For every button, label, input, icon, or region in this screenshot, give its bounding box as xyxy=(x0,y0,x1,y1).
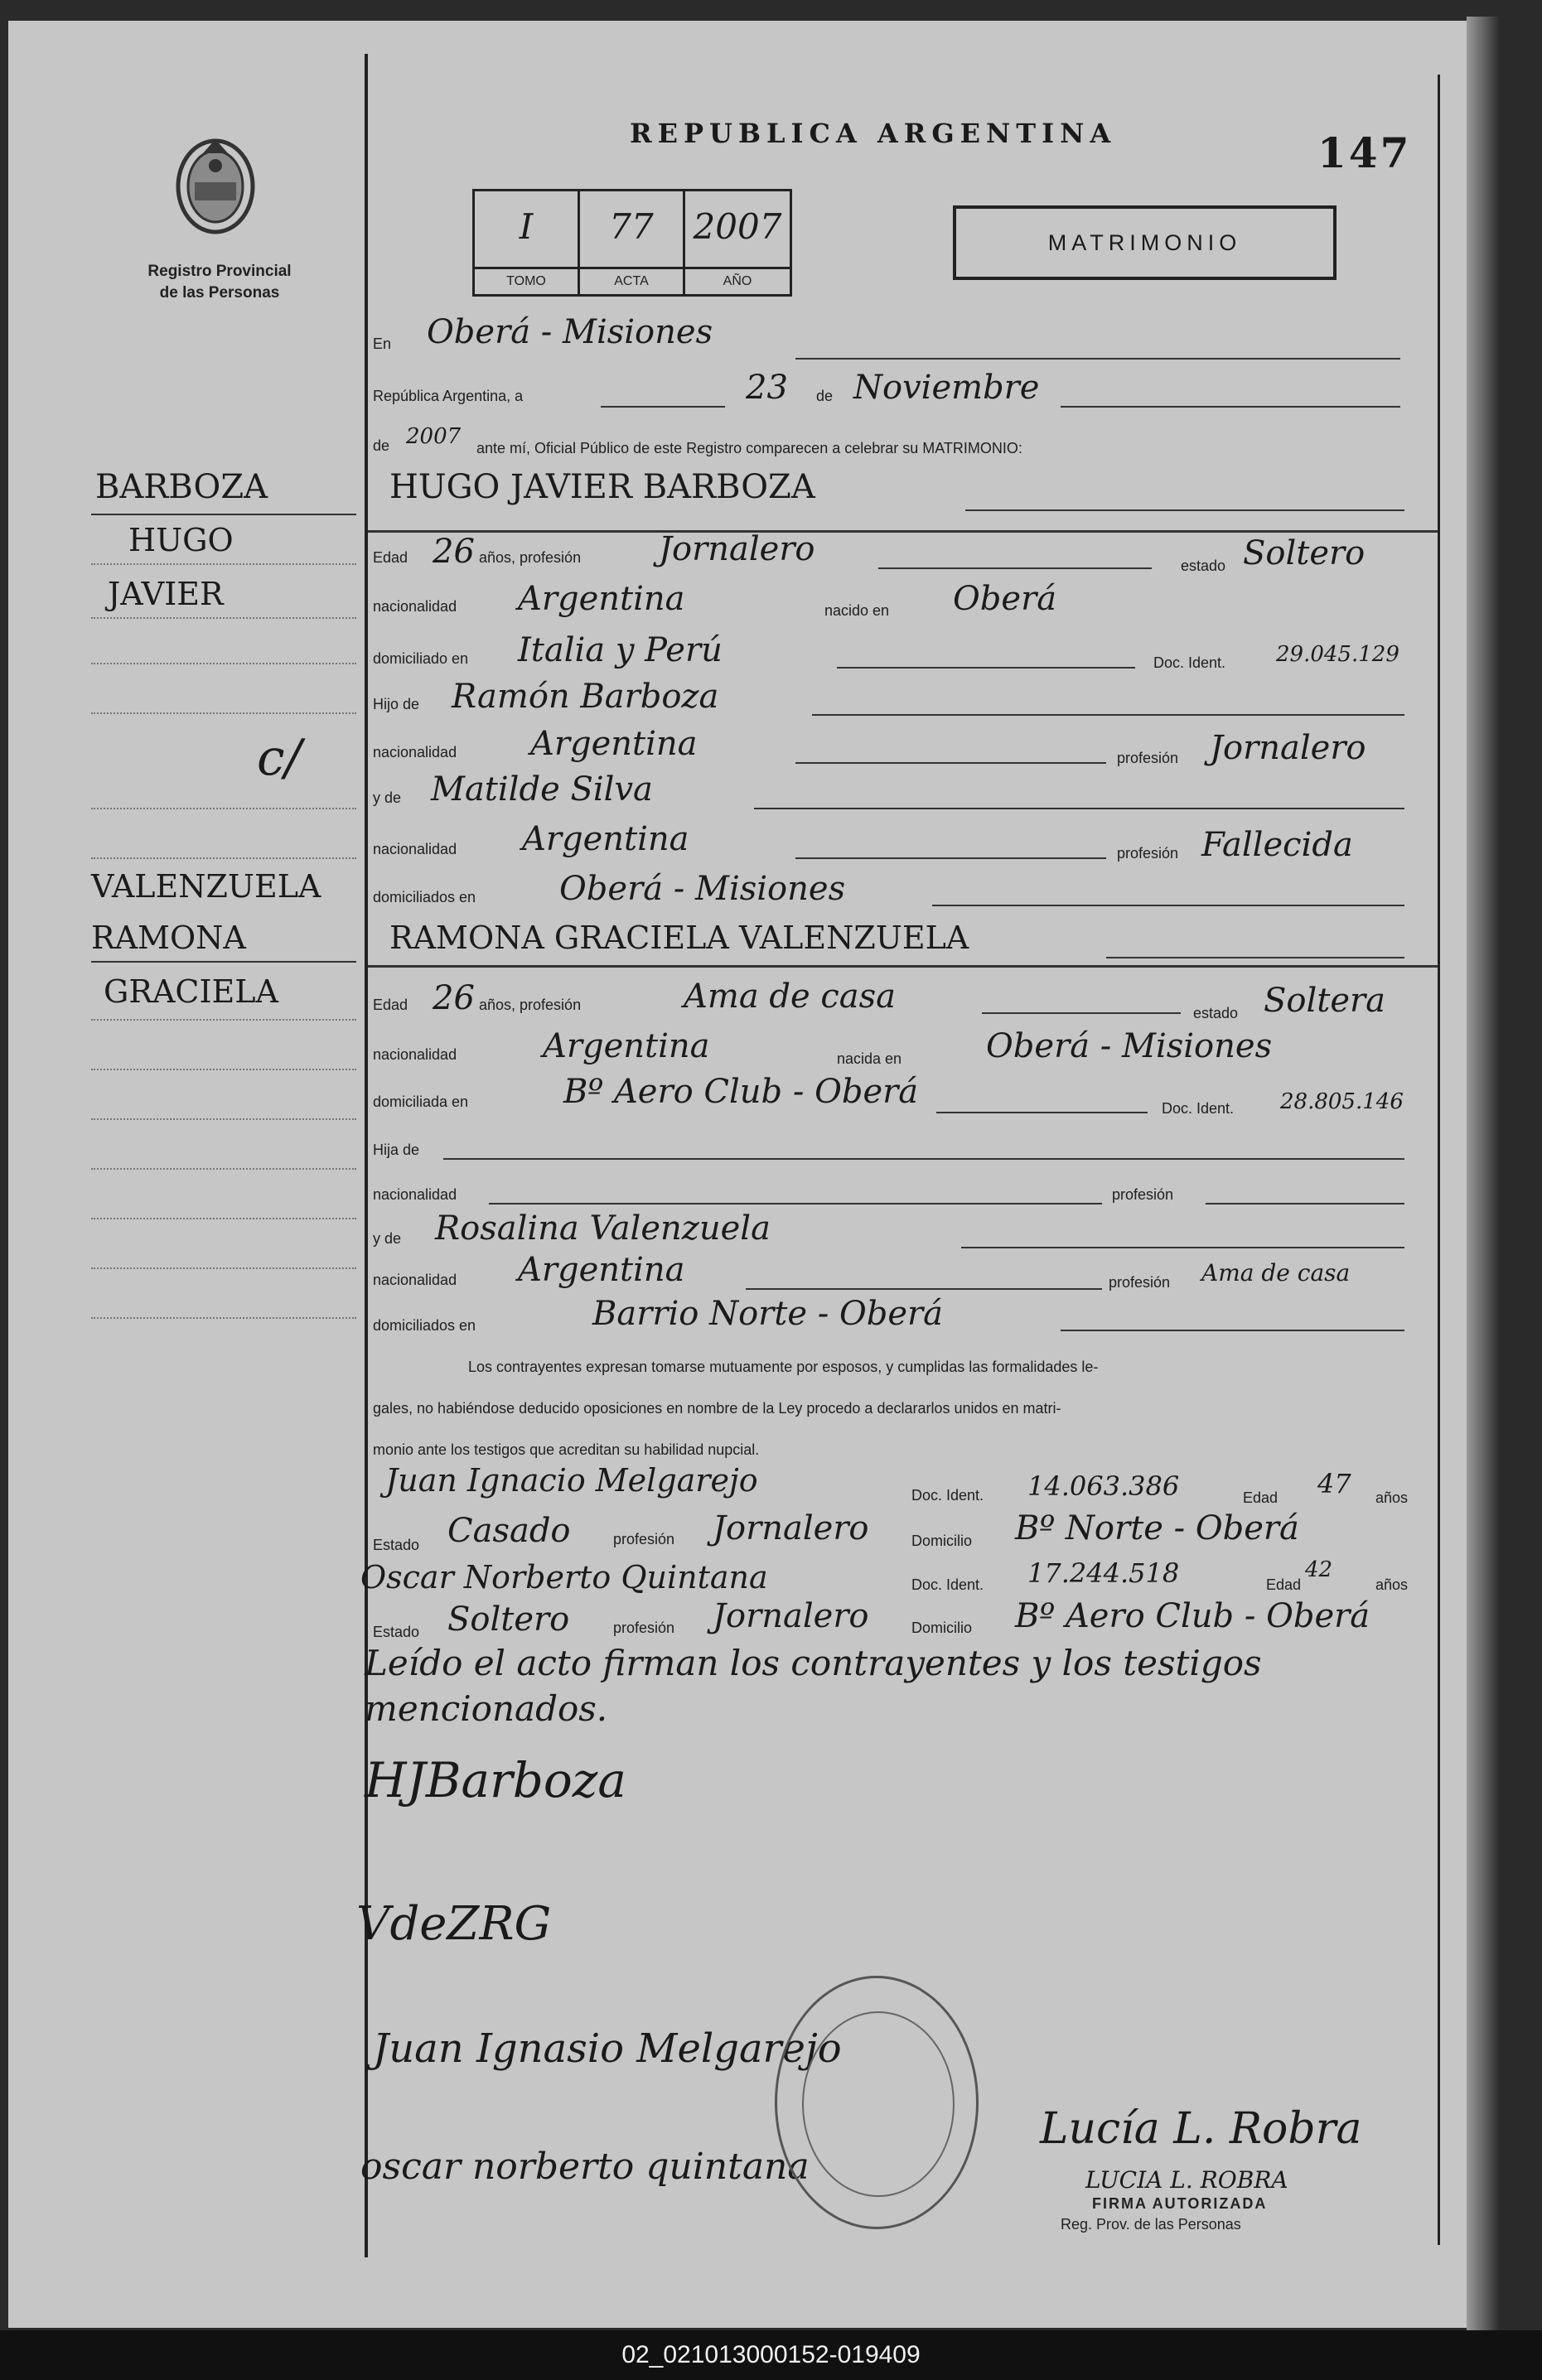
margin-dots-2 xyxy=(91,617,356,619)
margin-dots-1 xyxy=(91,563,356,565)
groom-mother: Matilde Silva xyxy=(431,770,653,809)
witness1-status: Casado xyxy=(447,1512,571,1550)
witness2-doc: 17.244.518 xyxy=(1027,1557,1180,1589)
coat-of-arms-icon xyxy=(170,124,261,240)
bride-profesion-label: años, profesión xyxy=(479,997,582,1013)
groom-status: Soltero xyxy=(1243,534,1366,572)
bride-name: RAMONA GRACIELA VALENZUELA xyxy=(389,920,969,956)
groom-estado-label: estado xyxy=(1181,558,1226,574)
bride-nac-label: nacionalidad xyxy=(373,1046,457,1063)
groom-mother-profession: Fallecida xyxy=(1201,826,1353,864)
groom-separator xyxy=(368,530,1438,533)
bride-nacida-label: nacida en xyxy=(837,1050,902,1067)
groom-mother-line xyxy=(754,808,1404,809)
margin-bride-first: RAMONA xyxy=(91,920,246,956)
groom-nac-label: nacionalidad xyxy=(373,598,457,615)
margin-dots-7 xyxy=(91,1019,356,1021)
bride-prof-line xyxy=(982,1012,1181,1014)
groom-birthplace: Oberá xyxy=(953,580,1057,618)
officer-office: Reg. Prov. de las Personas xyxy=(1061,2216,1241,2233)
republica-label: República Argentina, a xyxy=(373,388,524,404)
margin-line-1 xyxy=(91,514,356,515)
image-id-footer: 02_021013000152-019409 xyxy=(0,2330,1542,2380)
bride-mother-profession: Ama de casa xyxy=(1201,1259,1351,1287)
groom-father-nationality: Argentina xyxy=(530,725,698,763)
groom-mother-nac-line xyxy=(795,857,1106,859)
groom-nationality: Argentina xyxy=(518,580,685,618)
ano-value: 2007 xyxy=(693,206,782,247)
bride-doc: 28.805.146 xyxy=(1280,1089,1404,1114)
margin-dots-5 xyxy=(91,808,356,809)
groom-profession: Jornalero xyxy=(659,530,815,568)
bride-father-prof-label: profesión xyxy=(1112,1186,1174,1203)
ano-cell xyxy=(685,191,790,294)
bride-parents-address: Barrio Norte - Oberá xyxy=(592,1295,944,1333)
day-line xyxy=(601,406,725,408)
groom-hijo-label: Hijo de xyxy=(373,696,420,712)
bride-mother-line xyxy=(961,1247,1404,1248)
margin-groom-surname: BARBOZA xyxy=(95,468,268,506)
acta-cell xyxy=(580,191,685,294)
margin-dots-4 xyxy=(91,712,356,714)
day-value: 23 xyxy=(746,369,788,407)
bride-birthplace: Oberá - Misiones xyxy=(986,1027,1273,1065)
witness2-anos-label: años xyxy=(1375,1576,1409,1593)
witness1-name: Juan Ignacio Melgarejo xyxy=(385,1462,758,1499)
groom-edad-label: Edad xyxy=(373,549,408,566)
witness1-age: 47 xyxy=(1317,1468,1351,1499)
tomo-cell xyxy=(475,191,580,294)
groom-dom-line xyxy=(837,667,1135,669)
groom-address: Italia y Perú xyxy=(518,631,723,669)
country-title: REPUBLICA ARGENTINA xyxy=(630,118,1117,149)
officer-name: LUCIA L. ROBRA xyxy=(1085,2166,1288,2194)
witness1-signature: Juan Ignasio Melgarejo xyxy=(373,2025,842,2072)
office-line-2: de las Personas xyxy=(159,284,280,302)
bride-profession: Ama de casa xyxy=(684,978,896,1016)
certificate-page xyxy=(8,21,1467,2328)
bride-dom-line xyxy=(936,1112,1148,1113)
margin-dots-3 xyxy=(91,663,356,664)
margin-dots-12 xyxy=(91,1267,356,1269)
witness1-address: Bº Norte - Oberá xyxy=(1015,1509,1299,1547)
margin-groom-first: HUGO xyxy=(128,522,234,558)
groom-father-nac-label: nacionalidad xyxy=(373,744,457,760)
bride-mother-nationality: Argentina xyxy=(518,1251,685,1289)
witness2-estado-label: Estado xyxy=(373,1624,420,1640)
de-label: de xyxy=(816,388,834,404)
declaration-line-2: gales, no habiéndose deducido oposiciones en nombre de la Ley procedo a declararlos unidos en matri- xyxy=(373,1400,1061,1417)
groom-parents-line xyxy=(932,905,1404,906)
bride-father-nac-label: nacionalidad xyxy=(373,1186,457,1203)
registry-box xyxy=(472,189,792,297)
witness1-doc-label: Doc. Ident. xyxy=(911,1487,984,1504)
year-value: 2007 xyxy=(406,424,462,449)
groom-profesion-label: años, profesión xyxy=(479,549,582,566)
groom-father-nac-line xyxy=(795,762,1106,764)
witness1-prof-label: profesión xyxy=(613,1531,675,1547)
witness1-edad-label: Edad xyxy=(1243,1489,1279,1506)
office-line-1: Registro Provincial xyxy=(147,263,292,280)
en-label: En xyxy=(373,336,392,352)
appearance-text: ante mí, Oficial Público de este Registro comparecen a celebrar su MATRIMONIO: xyxy=(476,440,1022,456)
witness2-status: Soltero xyxy=(447,1600,570,1639)
witness1-dom-label: Domicilio xyxy=(911,1533,973,1549)
margin-line-2 xyxy=(91,961,356,963)
bride-doc-label: Doc. Ident. xyxy=(1162,1100,1235,1117)
bride-signature: VdeZRG xyxy=(356,1897,552,1951)
bride-father-line xyxy=(443,1158,1404,1160)
groom-mother-nationality: Argentina xyxy=(522,820,689,858)
seal-inner-ring xyxy=(802,2011,955,2197)
bride-mother-nac-label: nacionalidad xyxy=(373,1272,457,1288)
margin-dots-8 xyxy=(91,1069,356,1070)
closing-statement xyxy=(365,1640,1417,1731)
margin-dots-11 xyxy=(91,1218,356,1219)
groom-father-profession: Jornalero xyxy=(1210,729,1366,767)
witness2-age: 42 xyxy=(1305,1557,1333,1582)
witness2-address: Bº Aero Club - Oberá xyxy=(1015,1597,1370,1635)
groom-mother-nac-label: nacionalidad xyxy=(373,841,457,857)
bride-mother: Rosalina Valenzuela xyxy=(435,1209,771,1248)
bride-parents-dom-label: domiciliados en xyxy=(373,1317,476,1334)
tomo-value: I xyxy=(519,206,534,247)
bride-father-nac-line xyxy=(489,1203,1102,1204)
groom-yde-label: y de xyxy=(373,789,402,806)
bride-estado-label: estado xyxy=(1193,1005,1239,1021)
bride-dom-label: domiciliada en xyxy=(373,1093,469,1110)
margin-bride-second: GRACIELA xyxy=(104,973,278,1010)
groom-prof-line xyxy=(878,567,1152,569)
month-value: Noviembre xyxy=(853,369,1040,407)
officer-signature: Lucía L. Robra xyxy=(1040,2104,1362,2154)
margin-dots-13 xyxy=(91,1317,356,1319)
margin-dots-10 xyxy=(91,1168,356,1170)
groom-signature: HJBarboza xyxy=(365,1752,626,1808)
witness2-profession: Jornalero xyxy=(713,1597,869,1635)
witness2-signature: oscar norberto quintana xyxy=(360,2146,810,2188)
officer-title: FIRMA AUTORIZADA xyxy=(1092,2195,1268,2212)
bride-age: 26 xyxy=(433,979,475,1017)
official-seal xyxy=(775,1976,979,2229)
ano-label: AÑO xyxy=(685,267,790,294)
groom-name: HUGO JAVIER BARBOZA xyxy=(389,468,815,506)
witness2-prof-label: profesión xyxy=(613,1620,675,1636)
witness2-doc-label: Doc. Ident. xyxy=(911,1576,984,1593)
bride-nationality: Argentina xyxy=(543,1027,710,1065)
place-value: Oberá - Misiones xyxy=(427,313,713,351)
witness1-profession: Jornalero xyxy=(713,1509,869,1547)
page-edge xyxy=(1467,17,1500,2336)
tomo-label: TOMO xyxy=(475,267,578,294)
groom-nacido-label: nacido en xyxy=(824,602,890,619)
year-prefix: de xyxy=(373,437,390,454)
groom-parents-dom-label: domiciliados en xyxy=(373,889,476,905)
bride-status: Soltera xyxy=(1264,982,1385,1020)
groom-father: Ramón Barboza xyxy=(452,678,719,716)
closing-text: Leído el acto firman los contrayentes y los testigos mencionados. xyxy=(365,1643,1262,1729)
bride-separator xyxy=(368,965,1438,968)
groom-name-line xyxy=(965,509,1404,511)
witness1-doc: 14.063.386 xyxy=(1027,1470,1180,1502)
place-line xyxy=(795,358,1400,360)
bride-mother-prof-label: profesión xyxy=(1109,1274,1171,1291)
margin-bride-surname: VALENZUELA xyxy=(91,868,321,905)
groom-parents-address: Oberá - Misiones xyxy=(559,870,846,908)
witness2-dom-label: Domicilio xyxy=(911,1620,973,1636)
witness1-anos-label: años xyxy=(1375,1489,1409,1506)
groom-father-prof-label: profesión xyxy=(1117,750,1179,766)
groom-age: 26 xyxy=(433,533,475,571)
bride-name-line xyxy=(1106,957,1404,958)
groom-dom-label: domiciliado en xyxy=(373,650,469,667)
margin-connector: c/ xyxy=(257,729,302,787)
declaration-line-3: monio ante los testigos que acreditan su habilidad nupcial. xyxy=(373,1441,760,1458)
declaration-line-1: Los contrayentes expresan tomarse mutuamente por esposos, y cumplidas las formalidades le- xyxy=(468,1359,1099,1375)
month-line xyxy=(1061,406,1400,408)
record-type-box: MATRIMONIO xyxy=(953,205,1337,280)
bride-mother-nac-line xyxy=(746,1288,1102,1290)
acta-label: ACTA xyxy=(580,267,683,294)
margin-dots-9 xyxy=(91,1118,356,1120)
witness1-estado-label: Estado xyxy=(373,1537,420,1553)
office-name xyxy=(124,261,315,304)
page-number: 147 xyxy=(1317,128,1412,177)
groom-mother-prof-label: profesión xyxy=(1117,845,1179,862)
witness2-name: Oscar Norberto Quintana xyxy=(360,1559,768,1596)
groom-father-line xyxy=(812,714,1404,716)
bride-parents-line xyxy=(1061,1330,1404,1331)
witness2-edad-label: Edad xyxy=(1266,1576,1302,1593)
bride-father-prof-line xyxy=(1206,1203,1404,1204)
acta-value: 77 xyxy=(609,206,654,247)
groom-doc: 29.045.129 xyxy=(1276,642,1399,667)
bride-hija-label: Hija de xyxy=(373,1142,420,1158)
margin-dots-6 xyxy=(91,857,356,859)
bride-yde-label: y de xyxy=(373,1230,402,1247)
bride-edad-label: Edad xyxy=(373,997,408,1013)
right-rule xyxy=(1438,75,1440,2245)
groom-doc-label: Doc. Ident. xyxy=(1153,654,1226,671)
margin-groom-second: JAVIER xyxy=(108,576,224,612)
bride-address: Bº Aero Club - Oberá xyxy=(563,1073,919,1111)
